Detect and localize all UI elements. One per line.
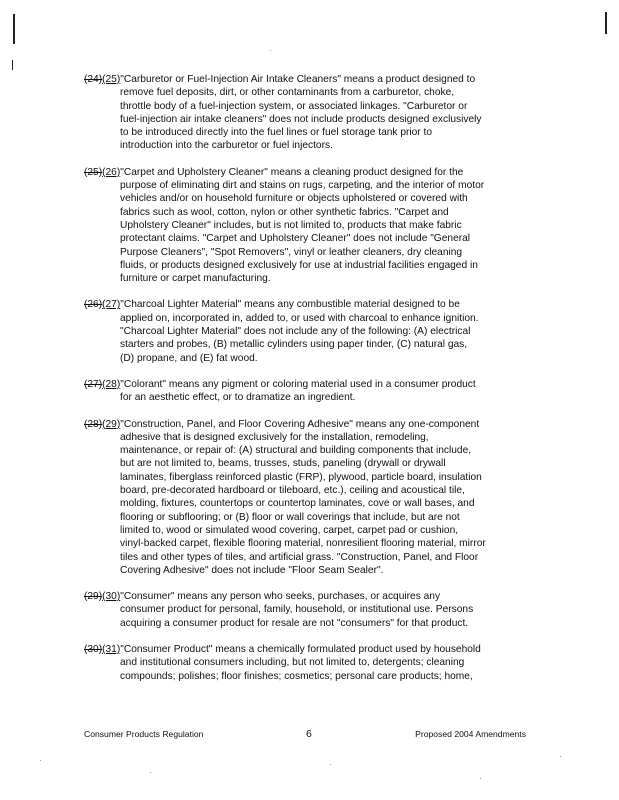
definition-line: furniture or carpet manufacturing. (120, 273, 271, 285)
deleted-number: (24) (84, 74, 103, 85)
scan-speck (150, 772, 151, 773)
definition-line: flooring or subflooring; or (B) floor or wall coverings that include, but are not (120, 511, 460, 523)
deleted-number: (26) (84, 299, 103, 311)
definition-first-line: "Carpet and Upholstery Cleaner" means a cleaning product designed for the (120, 166, 464, 178)
definition-line: limited to, wood or simulated wood covering, carpet, carpet pad or cushion, (120, 524, 459, 536)
definition-line: maintenance, or repair of: (A) structural and building components that include, (120, 445, 472, 457)
right-margin-mark (605, 12, 607, 34)
inserted-number: (30) (102, 591, 121, 603)
definition-line: board, pre-decorated hardboard or tileboard, etc.), ceiling and acoustical tile, (120, 485, 465, 497)
definition-line: Purpose Cleaners", "Spot Removers", vinyl or leather cleaners, dry cleaning (120, 246, 463, 258)
scan-speck (330, 764, 331, 765)
deleted-number: (25) (84, 166, 103, 178)
deleted-number: (29) (84, 591, 103, 603)
definition-carburetor-cleaners (84, 73, 546, 153)
definition-line: fluids, or products designed exclusively for use at industrial facilities engaged in (120, 259, 478, 271)
definitions-list (84, 73, 546, 696)
definition-line: compounds; polishes; floor finishes; cosmetics; personal care products; home, (120, 670, 473, 682)
definition-first-line: "Charcoal Lighter Material" means any combustible material designed to be (120, 299, 460, 311)
definition-line: protectant claims. "Carpet and Upholstery Cleaner" does not include "General (120, 233, 471, 245)
definition-line: for an aesthetic effect, or to dramatize an ingredient. (120, 392, 356, 404)
footer-document-title: Consumer Products Regulation (84, 729, 204, 739)
definition-line: introduction into the carburetor or fuel injectors. (120, 140, 333, 152)
definition-consumer (84, 590, 546, 630)
left-margin-tick (12, 60, 13, 70)
page-number: 6 (306, 728, 312, 740)
definition-consumer-product (84, 643, 546, 683)
deleted-number: (27) (84, 378, 103, 390)
definition-line: applied on, incorporated in, added to, or used with charcoal to enhance ignition. (120, 312, 479, 324)
definition-colorant (84, 378, 546, 405)
definition-line: purpose of eliminating dirt and stains on rugs, carpeting, and the interior of motor (120, 180, 485, 192)
page-footer (84, 729, 546, 745)
footer-amendment-label: Proposed 2004 Amendments (415, 729, 526, 739)
definition-line: Covering Adhesive" does not include "Floor Seam Sealer". (120, 564, 384, 576)
scan-speck (40, 760, 41, 761)
definition-line: starters and probes, (B) metallic cylinders using paper tinder, (C) natural gas, (120, 339, 468, 351)
definition-line: remove fuel deposits, dirt, or other contaminants from a carburetor, choke, (120, 87, 455, 99)
definition-first-line: "Consumer Product" means a chemically formulated product used by household (120, 643, 481, 655)
inserted-number: (25) (102, 74, 121, 85)
definition-first-line: "Construction, Panel, and Floor Covering Adhesive" means any one-component (120, 418, 480, 430)
definition-line: and institutional consumers including, but not limited to, detergents; cleaning (120, 657, 465, 669)
definition-line: consumer product for personal, family, household, or institutional use. Persons (120, 604, 474, 616)
inserted-number: (29) (102, 418, 121, 430)
left-margin-mark (13, 14, 15, 44)
inserted-number: (28) (102, 378, 121, 390)
scan-speck (270, 50, 271, 51)
definition-line: acquiring a consumer product for resale are not "consumers" for that product. (120, 617, 469, 629)
definition-line: vehicles and/or on household furniture or objects upholstered or covered with (120, 193, 468, 205)
deleted-number: (28) (84, 418, 103, 430)
definition-line: to be introduced directly into the fuel lines or fuel storage tank prior to (120, 127, 433, 139)
scan-speck (480, 778, 481, 779)
definition-line: throttle body of a fuel-injection system, or associated linkages. "Carburetor or (120, 100, 468, 112)
definition-charcoal-lighter-material (84, 298, 546, 364)
inserted-number: (27) (102, 299, 121, 311)
definition-line: vinyl-backed carpet, flexible flooring material, nonresilient flooring material, mirror (120, 538, 486, 550)
definition-line: laminates, fiberglass reinforced plastic (FRP), plywood, particle board, insulation (120, 471, 482, 483)
definition-line: fabrics such as wool, cotton, nylon or other synthetic fabrics. "Carpet and (120, 206, 449, 218)
definition-first-line: "Colorant" means any pigment or coloring material used in a consumer product (120, 378, 476, 390)
definition-construction-adhesive (84, 418, 546, 578)
definition-line: but are not limited to, beams, trusses, studs, paneling (drywall or drywall (120, 458, 446, 470)
definition-line: molding, fixtures, countertops or countertop laminates, cove or wall bases, and (120, 498, 475, 510)
definition-line: Upholstery Cleaner" includes, but is not limited to, products that make fabric (120, 219, 462, 231)
scan-speck (560, 756, 561, 757)
definition-line: tiles and other types of tiles, and artificial grass. "Construction, Panel, and Floor (120, 551, 479, 563)
definition-line: (D) propane, and (E) fat wood. (120, 352, 258, 364)
inserted-number: (26) (102, 166, 121, 178)
definition-line: adhesive that is designed exclusively for the installation, remodeling, (120, 431, 429, 443)
definition-line: fuel-injection air intake cleaners" does not include products designed exclusively (120, 113, 482, 125)
definition-line: "Charcoal Lighter Material" does not include any of the following: (A) electrical (120, 326, 471, 338)
deleted-number: (30) (84, 643, 103, 655)
definition-first-line: "Consumer" means any person who seeks, purchases, or acquires any (120, 591, 441, 603)
inserted-number: (31) (102, 643, 121, 655)
definition-first-line: "Carburetor or Fuel-Injection Air Intake Cleaners" means a product designed to (120, 74, 476, 85)
definition-carpet-upholstery-cleaner (84, 166, 546, 286)
